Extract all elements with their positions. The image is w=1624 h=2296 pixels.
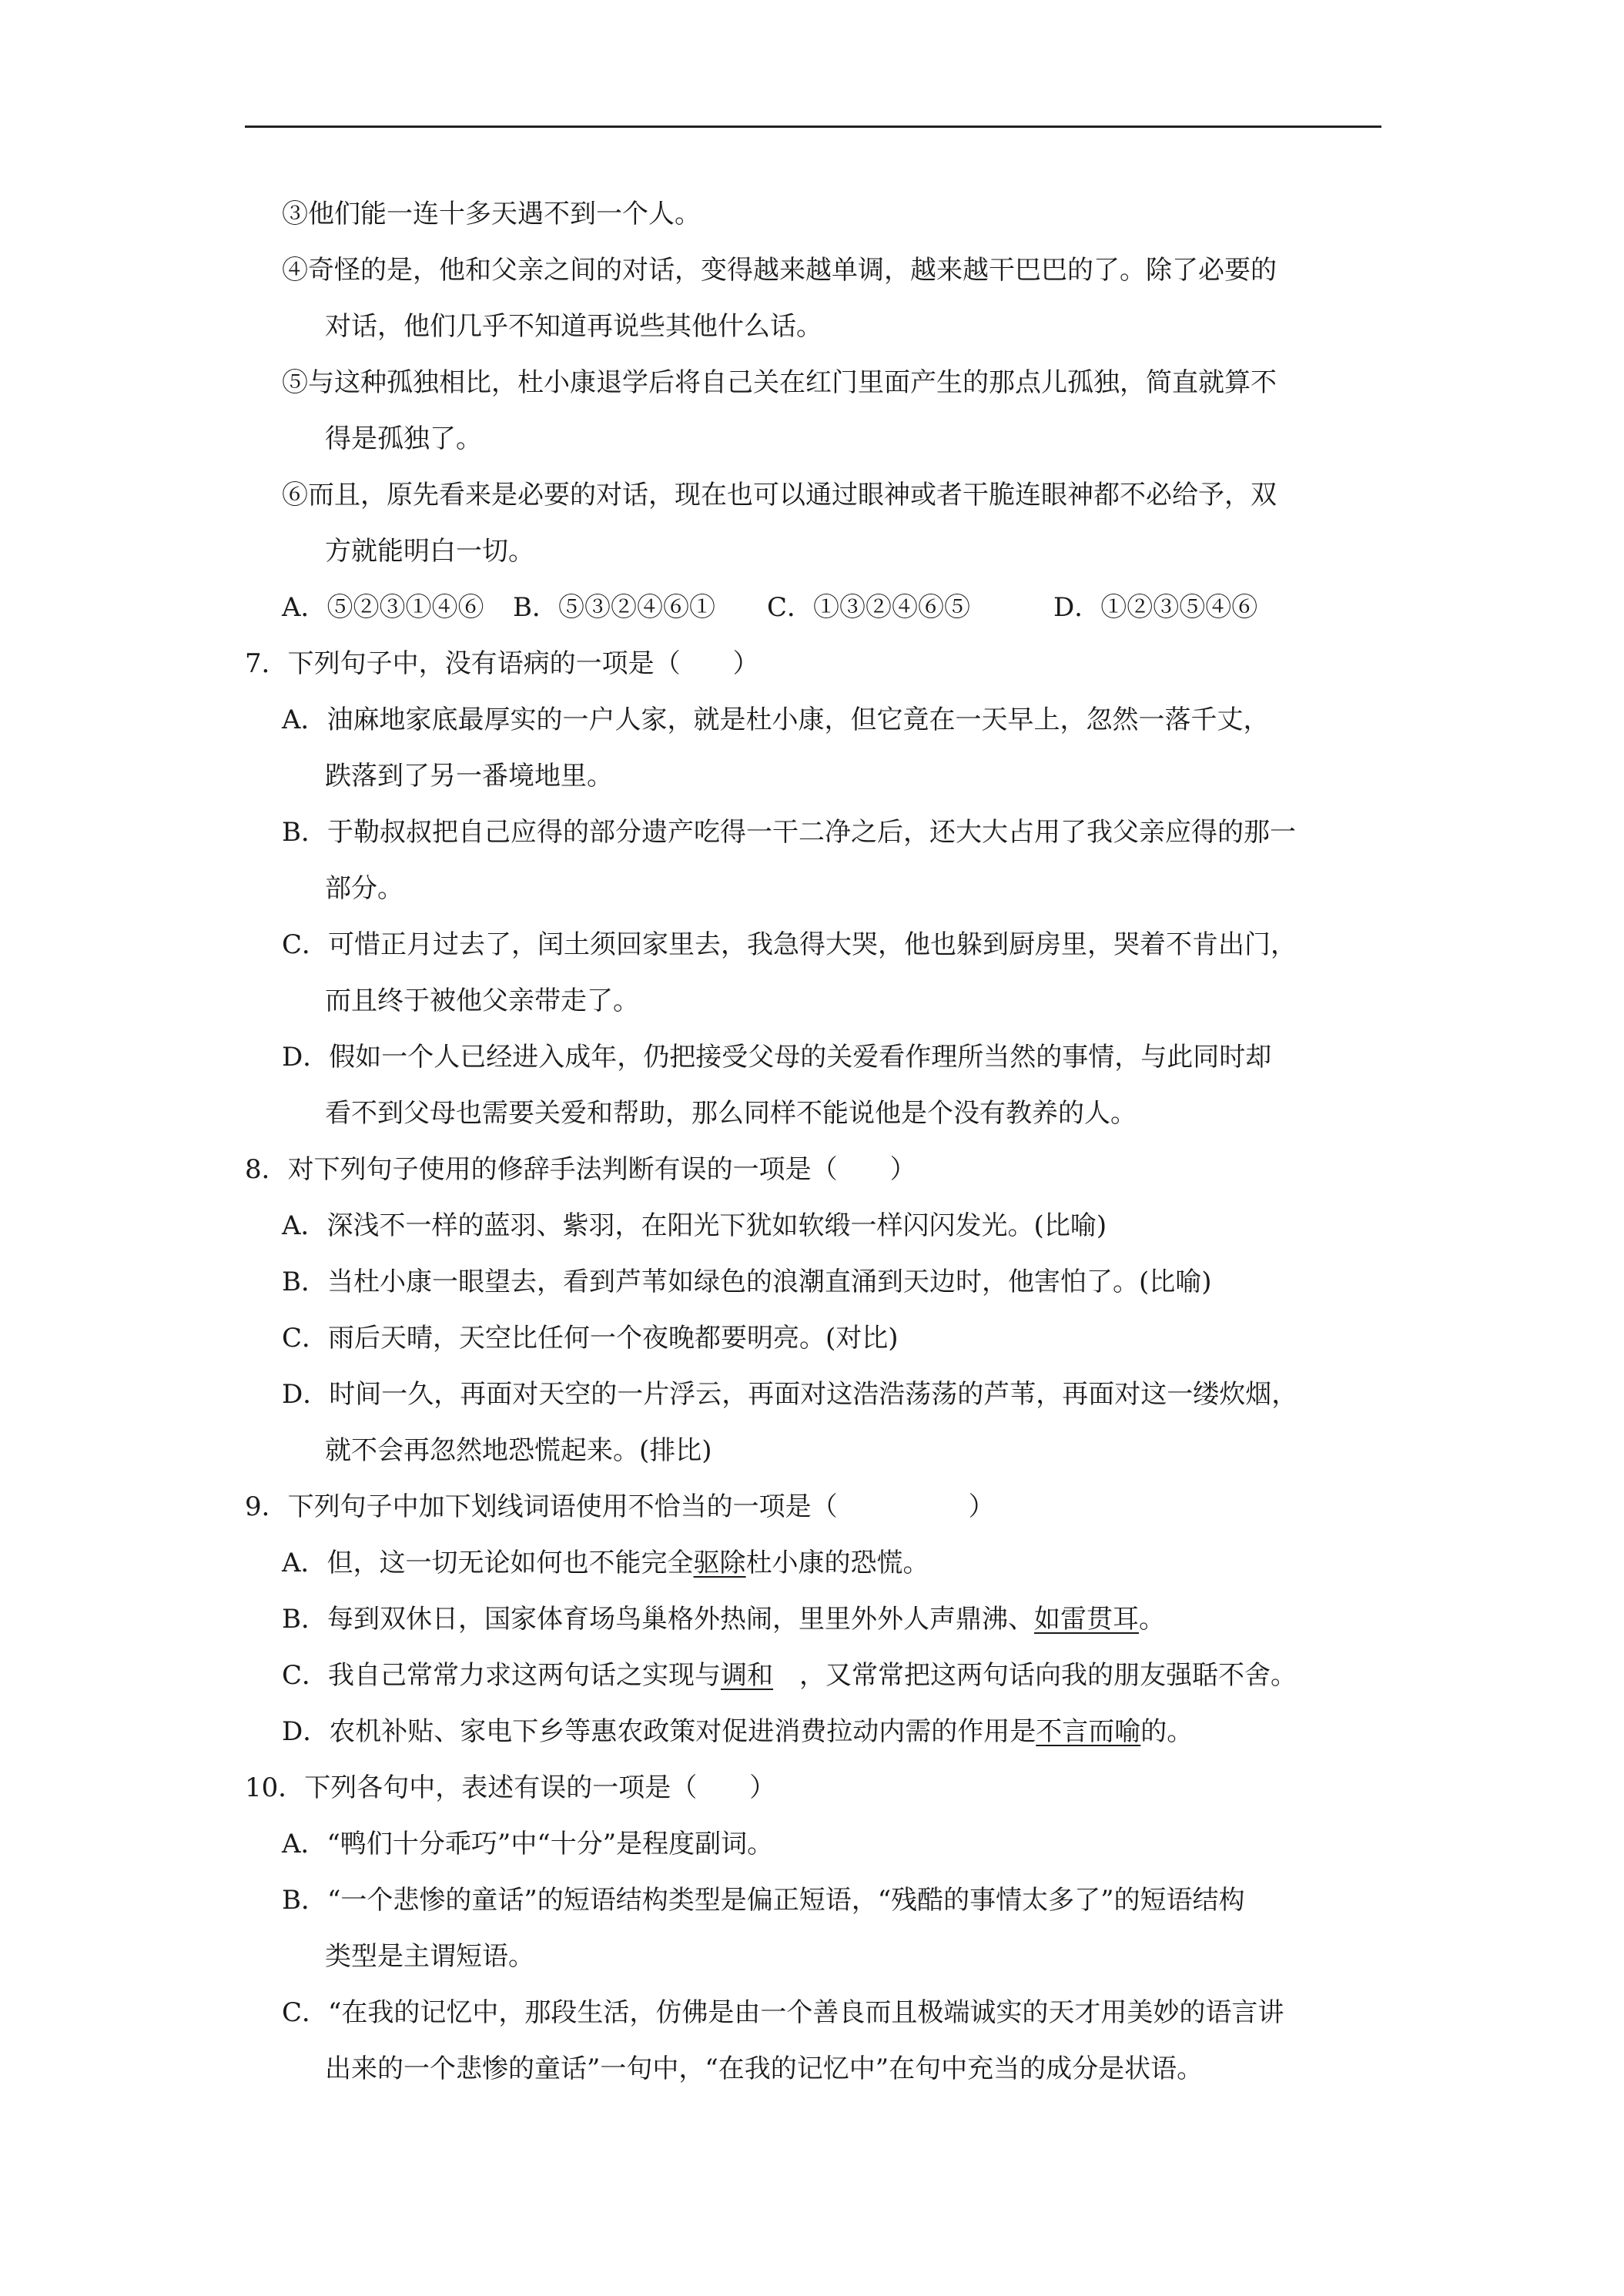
q9-option-d-text: D．农机补贴、家电下乡等惠农政策对促进消费拉动内需的作用是: [282, 1716, 1036, 1747]
q6-option-a: A．⑤②③①④⑥: [282, 592, 484, 623]
q9-option-d-underlined: 不言而喻: [1036, 1716, 1141, 1747]
q8-option-d-line-2: 就不会再忽然地恐慌起来。(排比): [325, 1435, 712, 1466]
q7-option-d-line-2: 看不到父母也需要关爱和帮助，那么同样不能说他是个没有教养的人。: [325, 1098, 1137, 1129]
q9-option-a-text: A．但，这一切无论如何也不能完全: [282, 1548, 694, 1578]
q9-option-c-text: C．我自己常常力求这两句话之实现与: [282, 1660, 722, 1691]
q7-stem: 7．下列句子中，没有语病的一项是（ ）: [245, 648, 759, 679]
q10-option-b-line-2: 类型是主谓短语。: [325, 1941, 534, 1972]
q9-option-b-underlined: 如雷贯耳: [1033, 1604, 1139, 1635]
q9-stem: 9．下列句子中加下划线词语使用不恰当的一项是（ ）: [245, 1491, 995, 1522]
q9-option-b-text-end: 。: [1138, 1604, 1165, 1635]
sentence-5-line-1: ⑤与这种孤独相比，杜小康退学后将自己关在红门里面产生的那点儿孤独，简直就算不: [282, 367, 1277, 398]
q6-options: [245, 580, 1392, 636]
q8-option-c: C．雨后天晴，天空比任何一个夜晚都要明亮。(对比): [282, 1323, 899, 1354]
q7-option-c-line-1: C．可惜正月过去了，闰土须回家里去，我急得大哭，他也躲到厨房里，哭着不肯出门，: [282, 929, 1298, 960]
q9-option-b: [245, 1591, 1392, 1648]
q8-stem: 8．对下列句子使用的修辞手法判断有误的一项是（ ）: [245, 1154, 916, 1185]
q7-option-c-line-2: 而且终于被他父亲带走了。: [325, 986, 639, 1016]
q10-option-c-line-1: C．“在我的记忆中，那段生活，仿佛是由一个善良而且极端诚实的天才用美妙的语言讲: [282, 1997, 1284, 2028]
q10-option-a: A．“鸭们十分乖巧”中“十分”是程度副词。: [282, 1829, 774, 1859]
q7-option-a-line-1: A．油麻地家底最厚实的一户人家，就是杜小康，但它竟在一天早上，忽然一落千丈，: [282, 705, 1270, 735]
header-rule: [245, 126, 1381, 128]
q9-option-a-text-end: 杜小康的恐慌。: [745, 1548, 929, 1578]
sentence-6-line-2: 方就能明白一切。: [325, 536, 534, 567]
sentence-3: ③他们能一连十多天遇不到一个人。: [282, 199, 701, 229]
q10-stem: 10．下列各句中，表述有误的一项是（ ）: [245, 1772, 776, 1803]
sentence-4-line-2: 对话，他们几乎不知道再说些其他什么话。: [325, 311, 822, 342]
q6-option-b: B．⑤③②④⑥①: [513, 592, 715, 623]
q8-option-b: B．当杜小康一眼望去，看到芦苇如绿色的浪潮直涌到天边时，他害怕了。(比喻): [282, 1267, 1212, 1297]
q7-option-b-line-2: 部分。: [325, 873, 403, 904]
q7-option-d-line-1: D．假如一个人已经进入成年，仍把接受父母的关爱看作理所当然的事情，与此同时却: [282, 1042, 1272, 1073]
q8-option-a: A．深浅不一样的蓝羽、紫羽，在阳光下犹如软缎一样闪闪发光。(比喻): [282, 1210, 1107, 1241]
q8-option-d-line-1: D．时间一久，再面对天空的一片浮云，再面对这浩浩荡荡的芦苇，再面对这一缕炊烟，: [282, 1379, 1298, 1410]
sentence-6-line-1: ⑥而且，原先看来是必要的对话，现在也可以通过眼神或者干脆连眼神都不必给予，双: [282, 480, 1277, 510]
q7-option-b-line-1: B．于勒叔叔把自己应得的部分遗产吃得一干二净之后，还大大占用了我父亲应得的那一: [282, 817, 1296, 848]
q9-option-d-text-end: 的。: [1140, 1716, 1194, 1747]
q9-option-c-text-end: ，又常常把这两句话向我的朋友强聒不舍。: [773, 1660, 1298, 1691]
q10-option-c-line-2: 出来的一个悲惨的童话”一句中，“在我的记忆中”在句中充当的成分是状语。: [325, 2053, 1204, 2084]
q9-option-b-text: B．每到双休日，国家体育场鸟巢格外热闹，里里外外人声鼎沸、: [282, 1604, 1034, 1635]
sentence-4-line-1: ④奇怪的是，他和父亲之间的对话，变得越来越单调，越来越干巴巴的了。除了必要的: [282, 255, 1277, 286]
q10-option-b-line-1: B．“一个悲惨的童话”的短语结构类型是偏正短语，“残酷的事情太多了”的短语结构: [282, 1885, 1245, 1916]
q9-option-a-underlined: 驱除: [693, 1548, 746, 1578]
q6-option-c: C．①③②④⑥⑤: [767, 592, 971, 623]
q7-option-a-line-2: 跌落到了另一番境地里。: [325, 761, 613, 792]
sentence-5-line-2: 得是孤独了。: [325, 423, 482, 454]
q9-option-a: [245, 1535, 1392, 1591]
exam-page: [245, 186, 1392, 2097]
q9-option-c-underlined: 调和: [721, 1660, 774, 1691]
q6-option-d: D．①②③⑤④⑥: [1053, 592, 1258, 623]
q9-option-c: [245, 1648, 1392, 1704]
q9-option-d: [245, 1704, 1392, 1760]
